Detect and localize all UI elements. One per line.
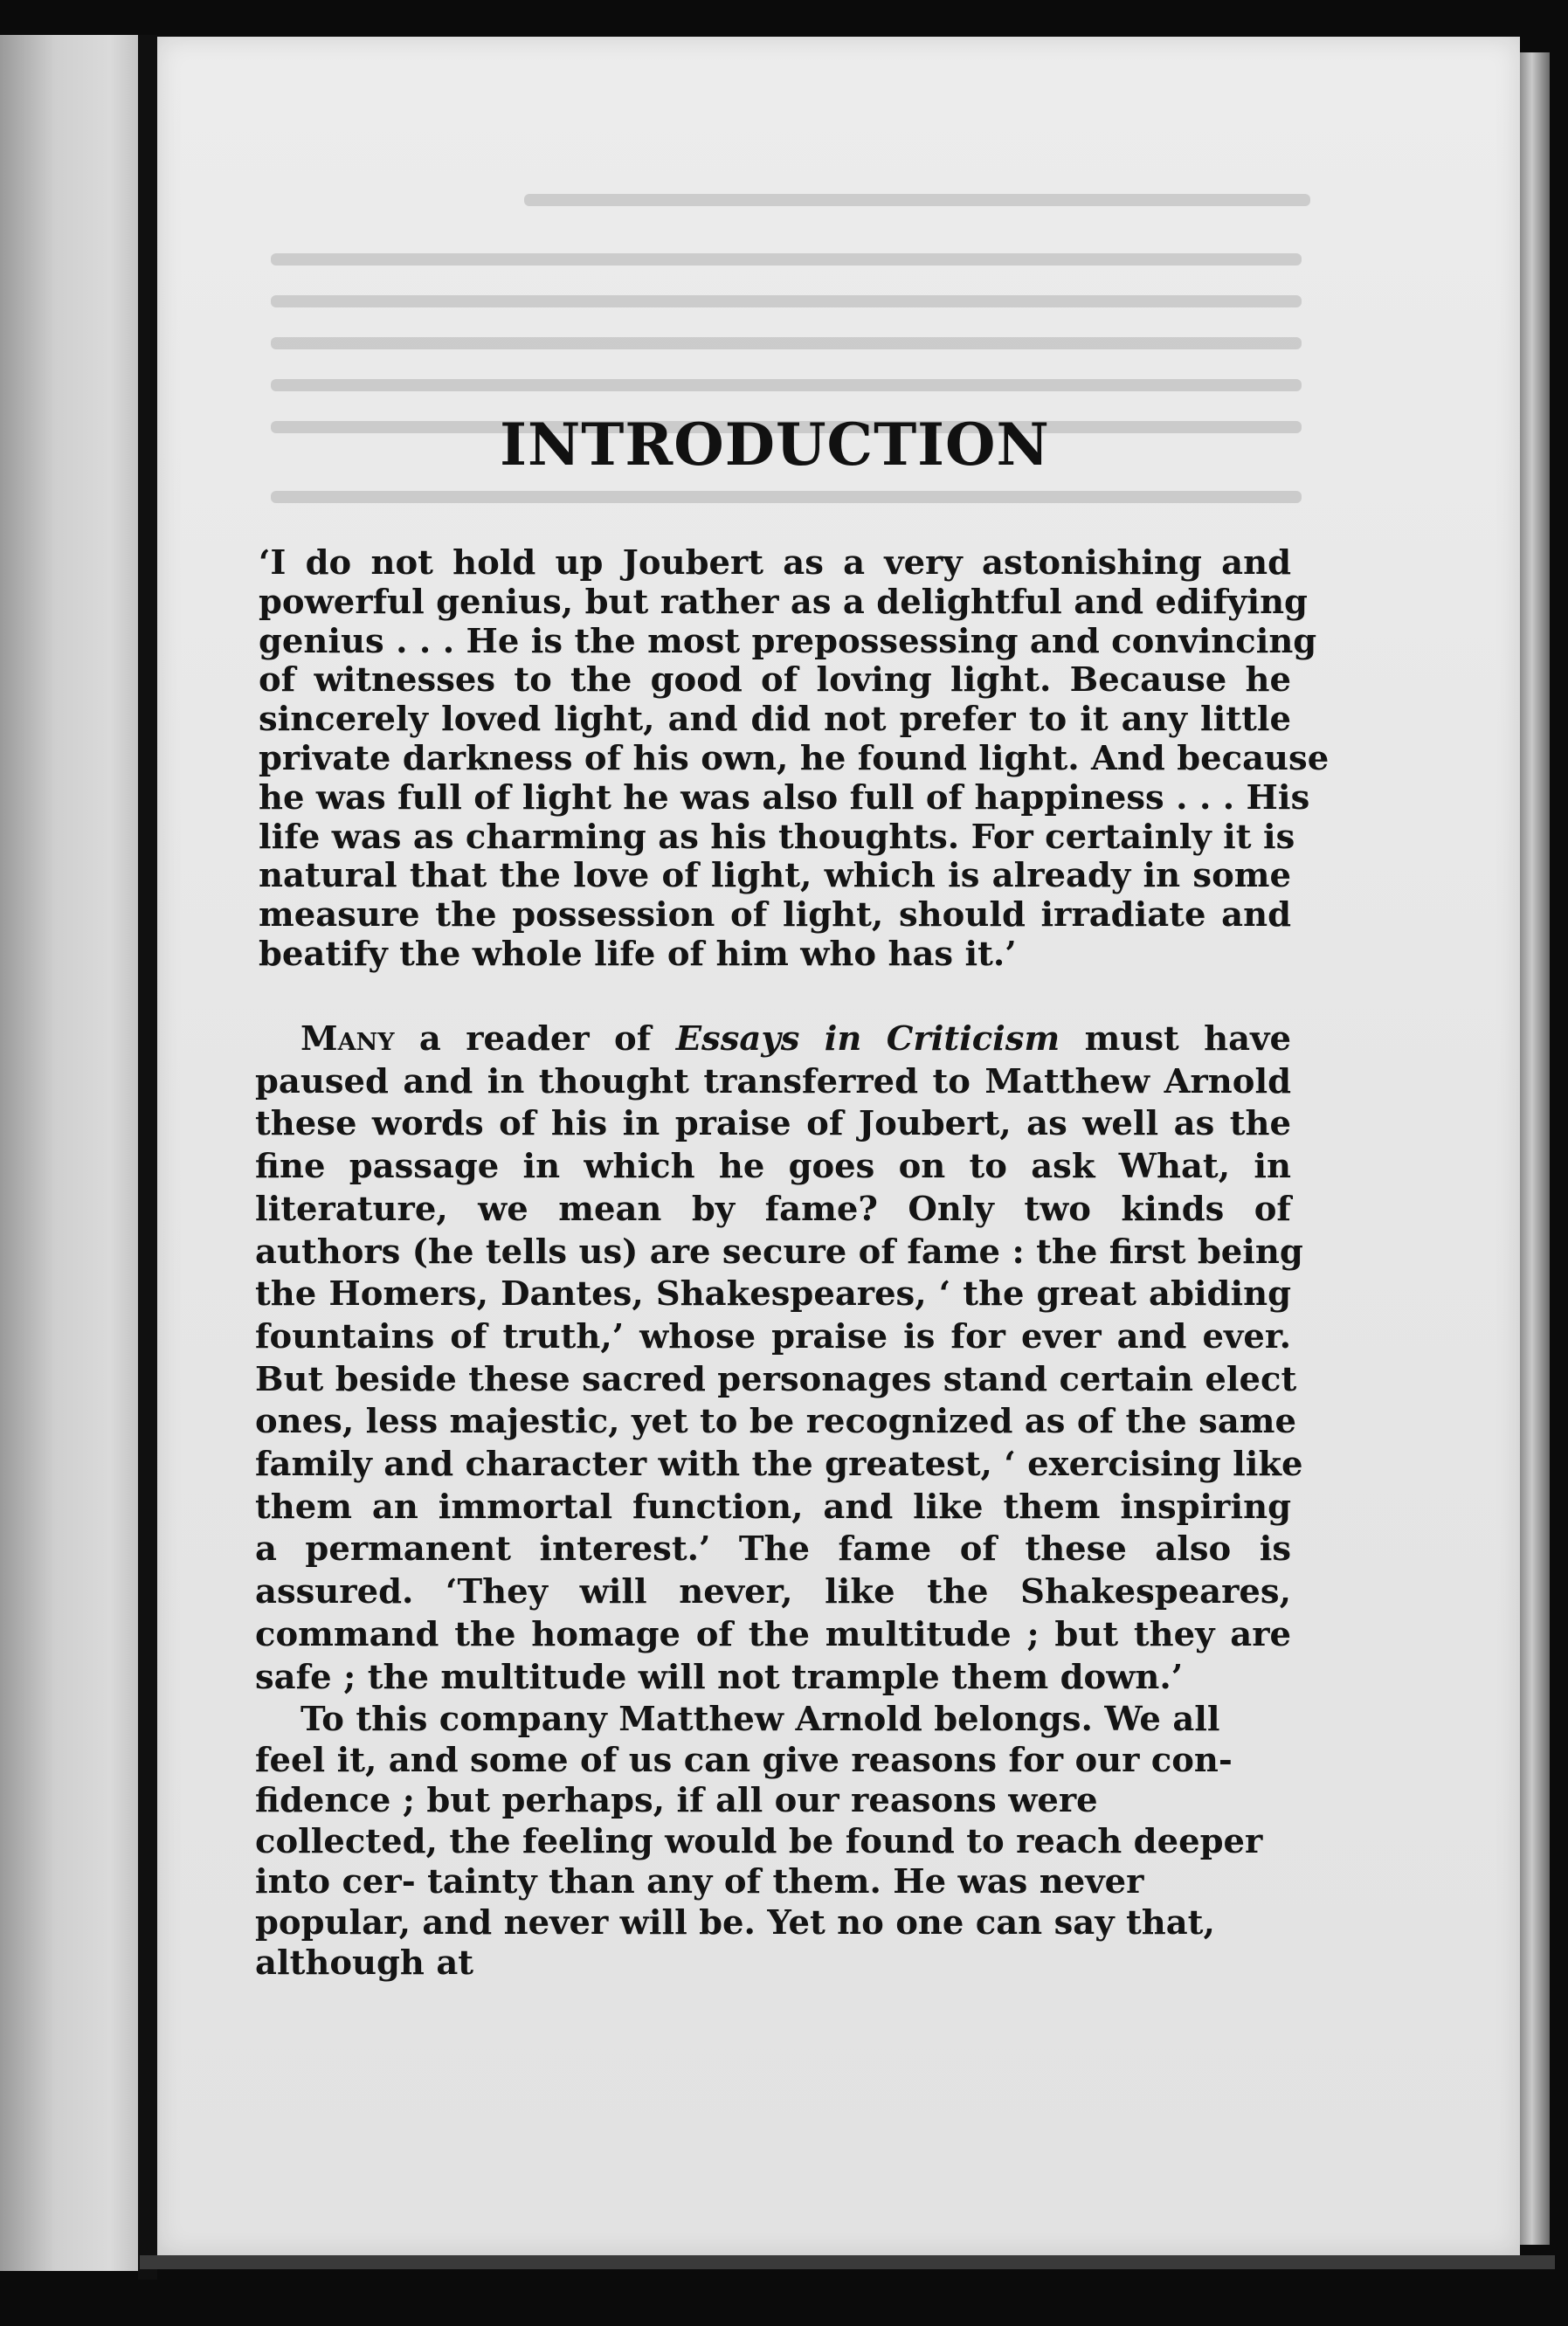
book-gutter <box>138 35 157 2280</box>
paragraph-line: fidence ; but perhaps, if all our reasons were collected, <box>255 1781 1098 1861</box>
quote-line: he was full of light he was also full of happiness . . . His <box>259 777 1310 818</box>
paragraph-line: assured. ‘They will never, like the Shakespeares, <box>255 1572 1291 1612</box>
paragraph-line: safe ; the multitude will not trample them down.’ <box>255 1657 1184 1697</box>
paragraph-line: feel it, and some of us can give reasons for our con- <box>255 1740 1233 1780</box>
paragraph-line: the feeling would be found to reach deeper into cer- <box>255 1821 1263 1902</box>
quote-line: of witnesses to the good of loving light. Because he <box>259 660 1291 701</box>
quote-line: ‘I do not hold up Joubert as a very astonishing and <box>259 543 1291 583</box>
paragraph-line: tainty than any of them. He was never popular, and <box>255 1862 1144 1943</box>
paragraph-line: But beside these sacred personages stand certain elect <box>255 1359 1297 1399</box>
paragraph-line: never will be. Yet no one can say that, although at <box>255 1902 1215 1983</box>
paragraph-line: fountains of truth,’ whose praise is for ever and ever. <box>255 1316 1291 1356</box>
book-title-italic: Essays in Criticism <box>675 1019 1060 1059</box>
quote-line: private darkness of his own, he found light. And because <box>259 738 1330 778</box>
paragraph-line: the Homers, Dantes, Shakespeares, ‘ the great abiding <box>255 1274 1291 1315</box>
paragraph-line: family and character with the greatest, ‘ exercising like <box>255 1445 1303 1485</box>
quote-line: sincerely loved light, and did not prefer to it any little <box>259 700 1291 740</box>
page-fore-edge <box>1520 52 1550 2245</box>
epigraph-quote <box>259 543 1330 975</box>
lead-text: a reader of <box>394 1019 676 1059</box>
paragraph-line: them an immortal function, and like them inspiring <box>255 1487 1291 1527</box>
paragraph-line: authors (he tells us) are secure of fame : the first being <box>255 1232 1303 1272</box>
quote-line: natural that the love of light, which is already in some <box>259 856 1291 896</box>
paragraph-2 <box>255 1700 1291 1984</box>
paragraph-line: a permanent interest.’ The fame of these also is <box>255 1529 1291 1570</box>
quote-line: life was as charming as his thoughts. For certainly it is <box>259 817 1295 857</box>
paragraph-line: To this company Matthew Arnold belongs. We all <box>300 1700 1220 1739</box>
page-bottom-edge <box>140 2255 1555 2269</box>
paragraph-line: fine passage in which he goes on to ask What, in <box>255 1147 1291 1187</box>
quote-line: genius . . . He is the most prepossessing and convincing <box>259 621 1317 661</box>
paragraph-line: ones, less majestic, yet to be recognized as of the same <box>255 1402 1297 1442</box>
paragraph-line: literature, we mean by fame? Only two kinds of <box>255 1189 1291 1229</box>
lead-smallcaps: Many <box>300 1019 395 1059</box>
paragraph-line: paused and in thought transferred to Matthew Arnold <box>255 1061 1291 1101</box>
quote-line: beatify the whole life of him who has it.’ <box>259 934 1017 974</box>
paragraph-lead-line <box>255 1018 1291 1061</box>
lead-tail: must have <box>1060 1019 1291 1059</box>
paragraph-1 <box>255 1018 1303 1699</box>
page-title: INTRODUCTION <box>500 411 1050 479</box>
facing-page-edge <box>0 35 138 2271</box>
quote-line: measure the possession of light, should irradiate and <box>259 895 1291 935</box>
quote-line: powerful genius, but rather as a delightful and edifying <box>259 582 1308 622</box>
paragraph-line: command the homage of the multitude ; but they are <box>255 1614 1291 1654</box>
paragraph-line: these words of his in praise of Joubert, as well as the <box>255 1104 1291 1144</box>
